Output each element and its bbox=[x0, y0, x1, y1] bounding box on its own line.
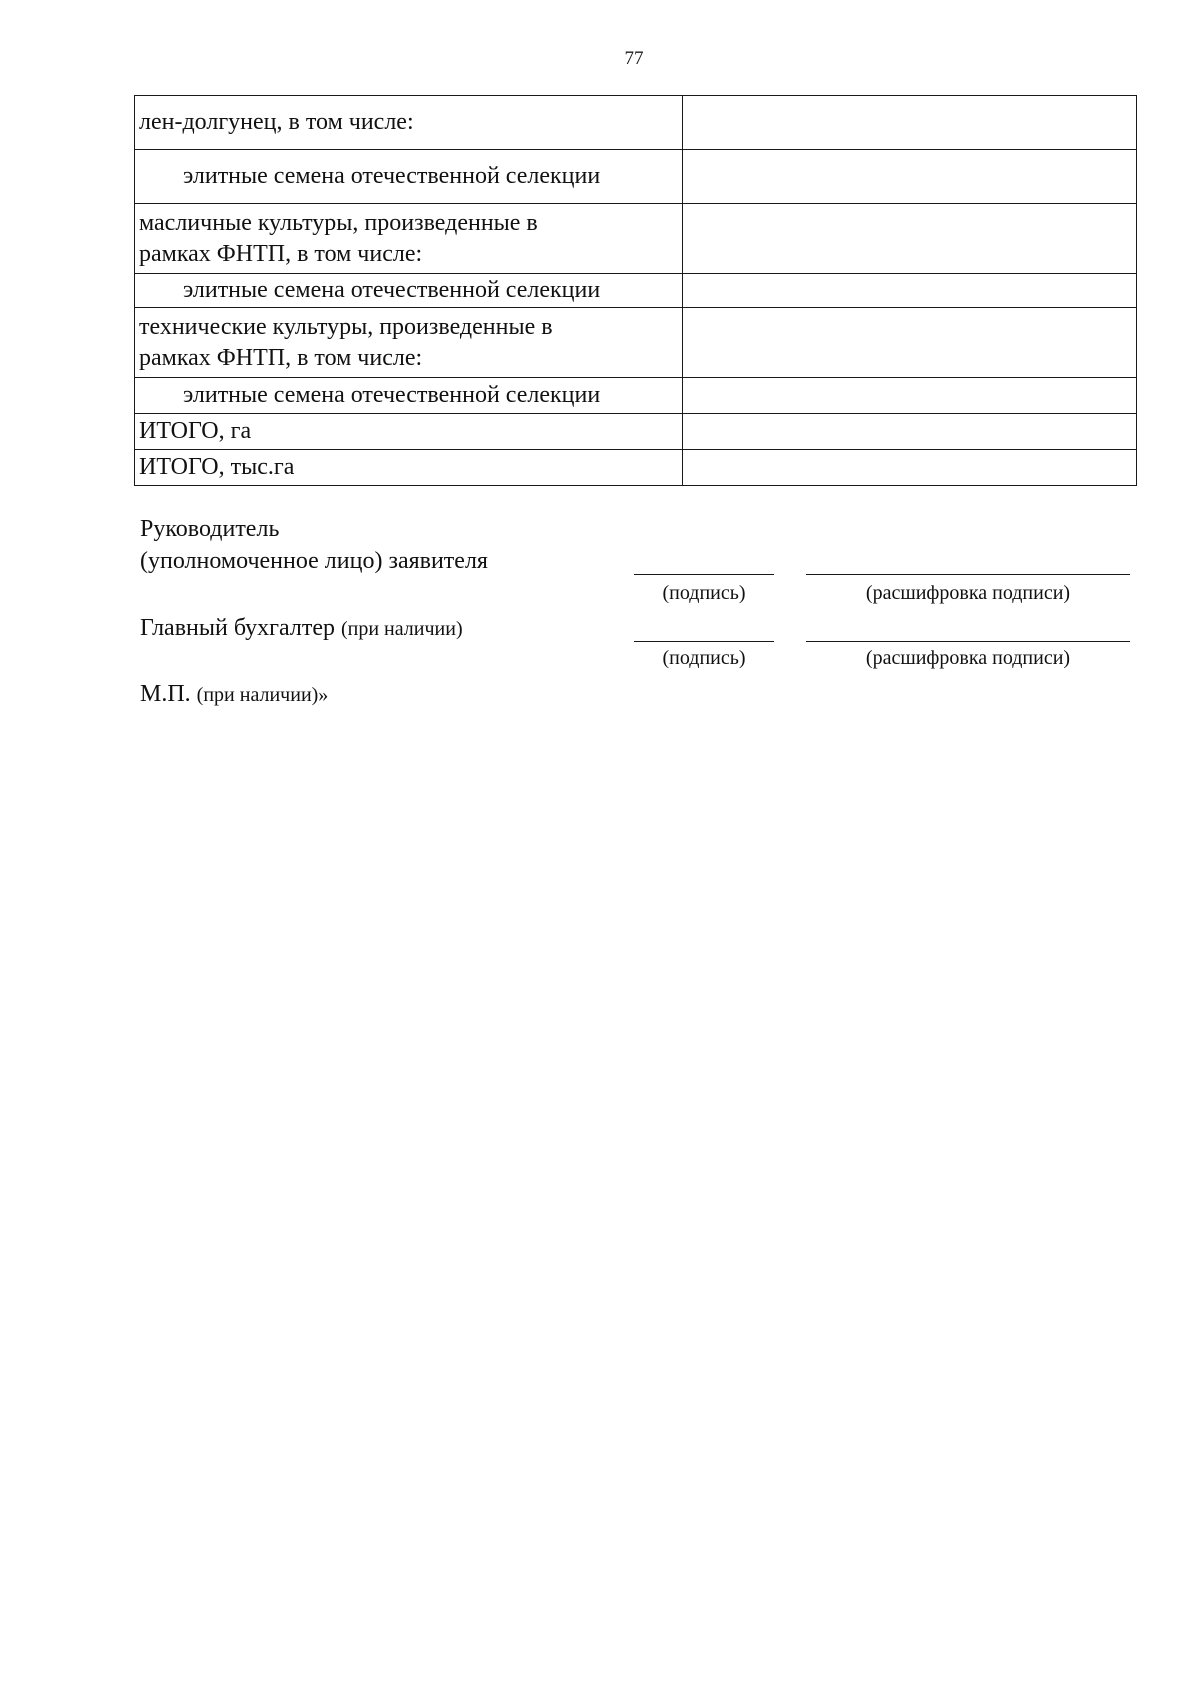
row-label bbox=[135, 308, 683, 378]
table-row bbox=[135, 450, 1137, 486]
head-signature-caption: (подпись) bbox=[662, 582, 746, 604]
row-value bbox=[683, 308, 1137, 378]
accountant-decode-caption: (расшифровка подписи) bbox=[865, 647, 1071, 669]
table-row bbox=[135, 274, 1137, 308]
row-value bbox=[683, 414, 1137, 450]
row-value bbox=[683, 150, 1137, 204]
row-value bbox=[683, 204, 1137, 274]
table-row bbox=[135, 414, 1137, 450]
row-value bbox=[683, 378, 1137, 414]
row-label-line: рамках ФНТП, в том числе: bbox=[139, 344, 423, 371]
crop-area-table bbox=[134, 95, 1137, 486]
accountant-signature-caption: (подпись) bbox=[662, 647, 746, 669]
stamp-title: М.П. bbox=[140, 681, 191, 707]
head-signature-line bbox=[634, 574, 774, 575]
accountant-label bbox=[140, 613, 463, 644]
row-label bbox=[135, 204, 683, 274]
accountant-signature-line bbox=[634, 641, 774, 642]
table-row bbox=[135, 96, 1137, 150]
head-decode-caption: (расшифровка подписи) bbox=[865, 582, 1071, 604]
row-label: ИТОГО, тыс.га bbox=[135, 450, 683, 486]
row-label: элитные семена отечественной селекции bbox=[135, 150, 683, 204]
row-label: ИТОГО, га bbox=[135, 414, 683, 450]
row-value bbox=[683, 96, 1137, 150]
row-label: элитные семена отечественной селекции bbox=[135, 274, 683, 308]
table-row bbox=[135, 204, 1137, 274]
page-number: 77 bbox=[624, 48, 644, 69]
row-label-line: масличные культуры, произведенные в bbox=[139, 209, 538, 236]
accountant-decode-line bbox=[806, 641, 1130, 642]
row-label-line: рамках ФНТП, в том числе: bbox=[139, 240, 423, 267]
row-label: лен-долгунец, в том числе: bbox=[135, 96, 683, 150]
stamp-note: (при наличии)» bbox=[196, 684, 329, 706]
head-subtitle: (уполномоченное лицо) заявителя bbox=[140, 548, 488, 574]
accountant-note: (при наличии) bbox=[340, 618, 463, 640]
table-row bbox=[135, 378, 1137, 414]
table-row bbox=[135, 308, 1137, 378]
head-decode-line bbox=[806, 574, 1130, 575]
row-value bbox=[683, 274, 1137, 308]
row-value bbox=[683, 450, 1137, 486]
stamp-label bbox=[140, 679, 328, 710]
row-label-line: технические культуры, произведенные в bbox=[139, 313, 553, 340]
row-label: элитные семена отечественной селекции bbox=[135, 378, 683, 414]
accountant-title: Главный бухгалтер bbox=[140, 615, 335, 641]
head-title: Руководитель bbox=[140, 516, 280, 542]
table-row bbox=[135, 150, 1137, 204]
